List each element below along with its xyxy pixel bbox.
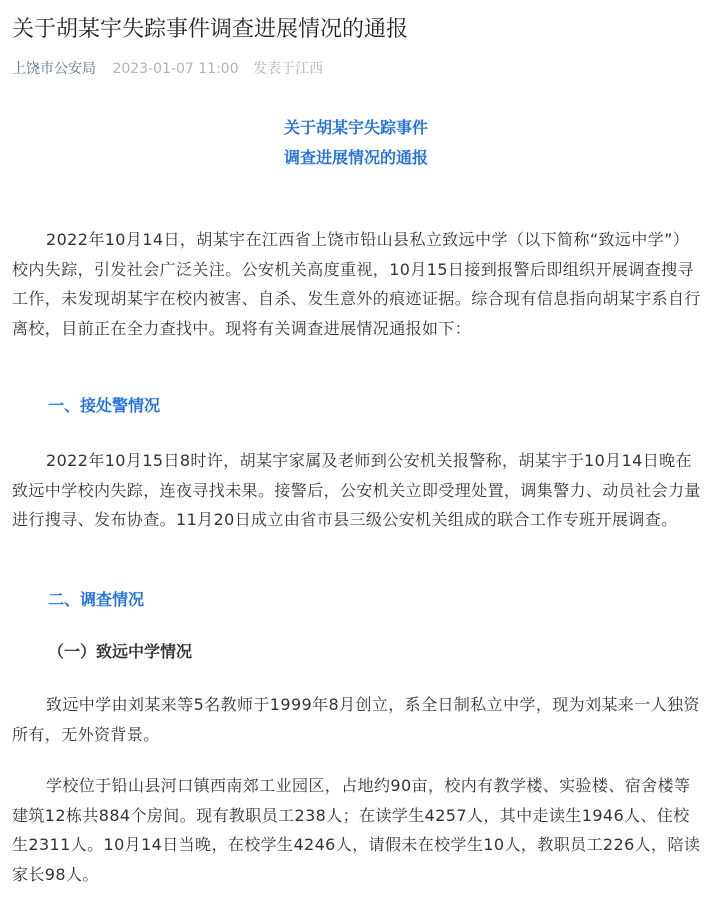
- section-heading-1: 一、接处警情况: [48, 396, 161, 415]
- paragraph-school-background: [12, 690, 702, 749]
- account-name-link[interactable]: 上饶市公安局: [12, 61, 96, 77]
- publish-time: 2023-01-07 11:00: [112, 61, 239, 77]
- paragraph-school-background-text: 致远中学由刘某来等5名教师于1999年8月创立，系全日制私立中学，现为刘某来一人独资所有，无外资背景。: [12, 695, 700, 744]
- article-meta: [12, 58, 323, 80]
- paragraph-police-report-text: 2022年10月15日8时许，胡某宇家属及老师到公安机关报警称，胡某宇于10月14日晚在致远中学校内失踪，连夜寻找未果。接警后，公安机关立即受理处置，调集警力、动员社会力量进行搜寻、发布协查。11月20日成立由省市县三级公安机关组成的联合工作专班开展调查。: [12, 451, 701, 529]
- heading-line-2: 调查进展情况的通报: [283, 148, 428, 167]
- paragraph-intro-text: 2022年10月14日，胡某宇在江西省上饶市铅山县私立致远中学（以下简称“致远中学”）校内失踪，引发社会广泛关注。公安机关高度重视，10月15日接到报警后即组织开展调查搜寻工作，未发现胡某宇在校内被害、自杀、发生意外的痕迹证据。综合现有信息指向胡某宇系自行离校，目前正在全力查找中。现将有关调查进展情况通报如下：: [12, 230, 701, 338]
- paragraph-school-facts-text: 学校位于铅山县河口镇西南郊工业园区，占地约90亩，校内有教学楼、实验楼、宿舍楼等建筑12栋共884个房间。现有教职员工238人；在读学生4257人，其中走读生1946人、住校生2311人。10月14日当晚，在校学生4246人，请假未在校学生10人，教职员工226人，陪读家长98人。: [12, 776, 701, 884]
- paragraph-police-report: [12, 446, 702, 535]
- paragraph-intro: [12, 225, 702, 343]
- publish-location: 发表于江西: [253, 61, 324, 77]
- article-title: 关于胡某宇失踪事件调查进展情况的通报: [12, 17, 409, 42]
- sub-section-heading-1: （一）致远中学情况: [48, 642, 193, 661]
- section-heading-2: 二、调查情况: [48, 590, 145, 609]
- heading-line-1: 关于胡某宇失踪事件: [283, 118, 428, 137]
- paragraph-school-facts: [12, 771, 702, 889]
